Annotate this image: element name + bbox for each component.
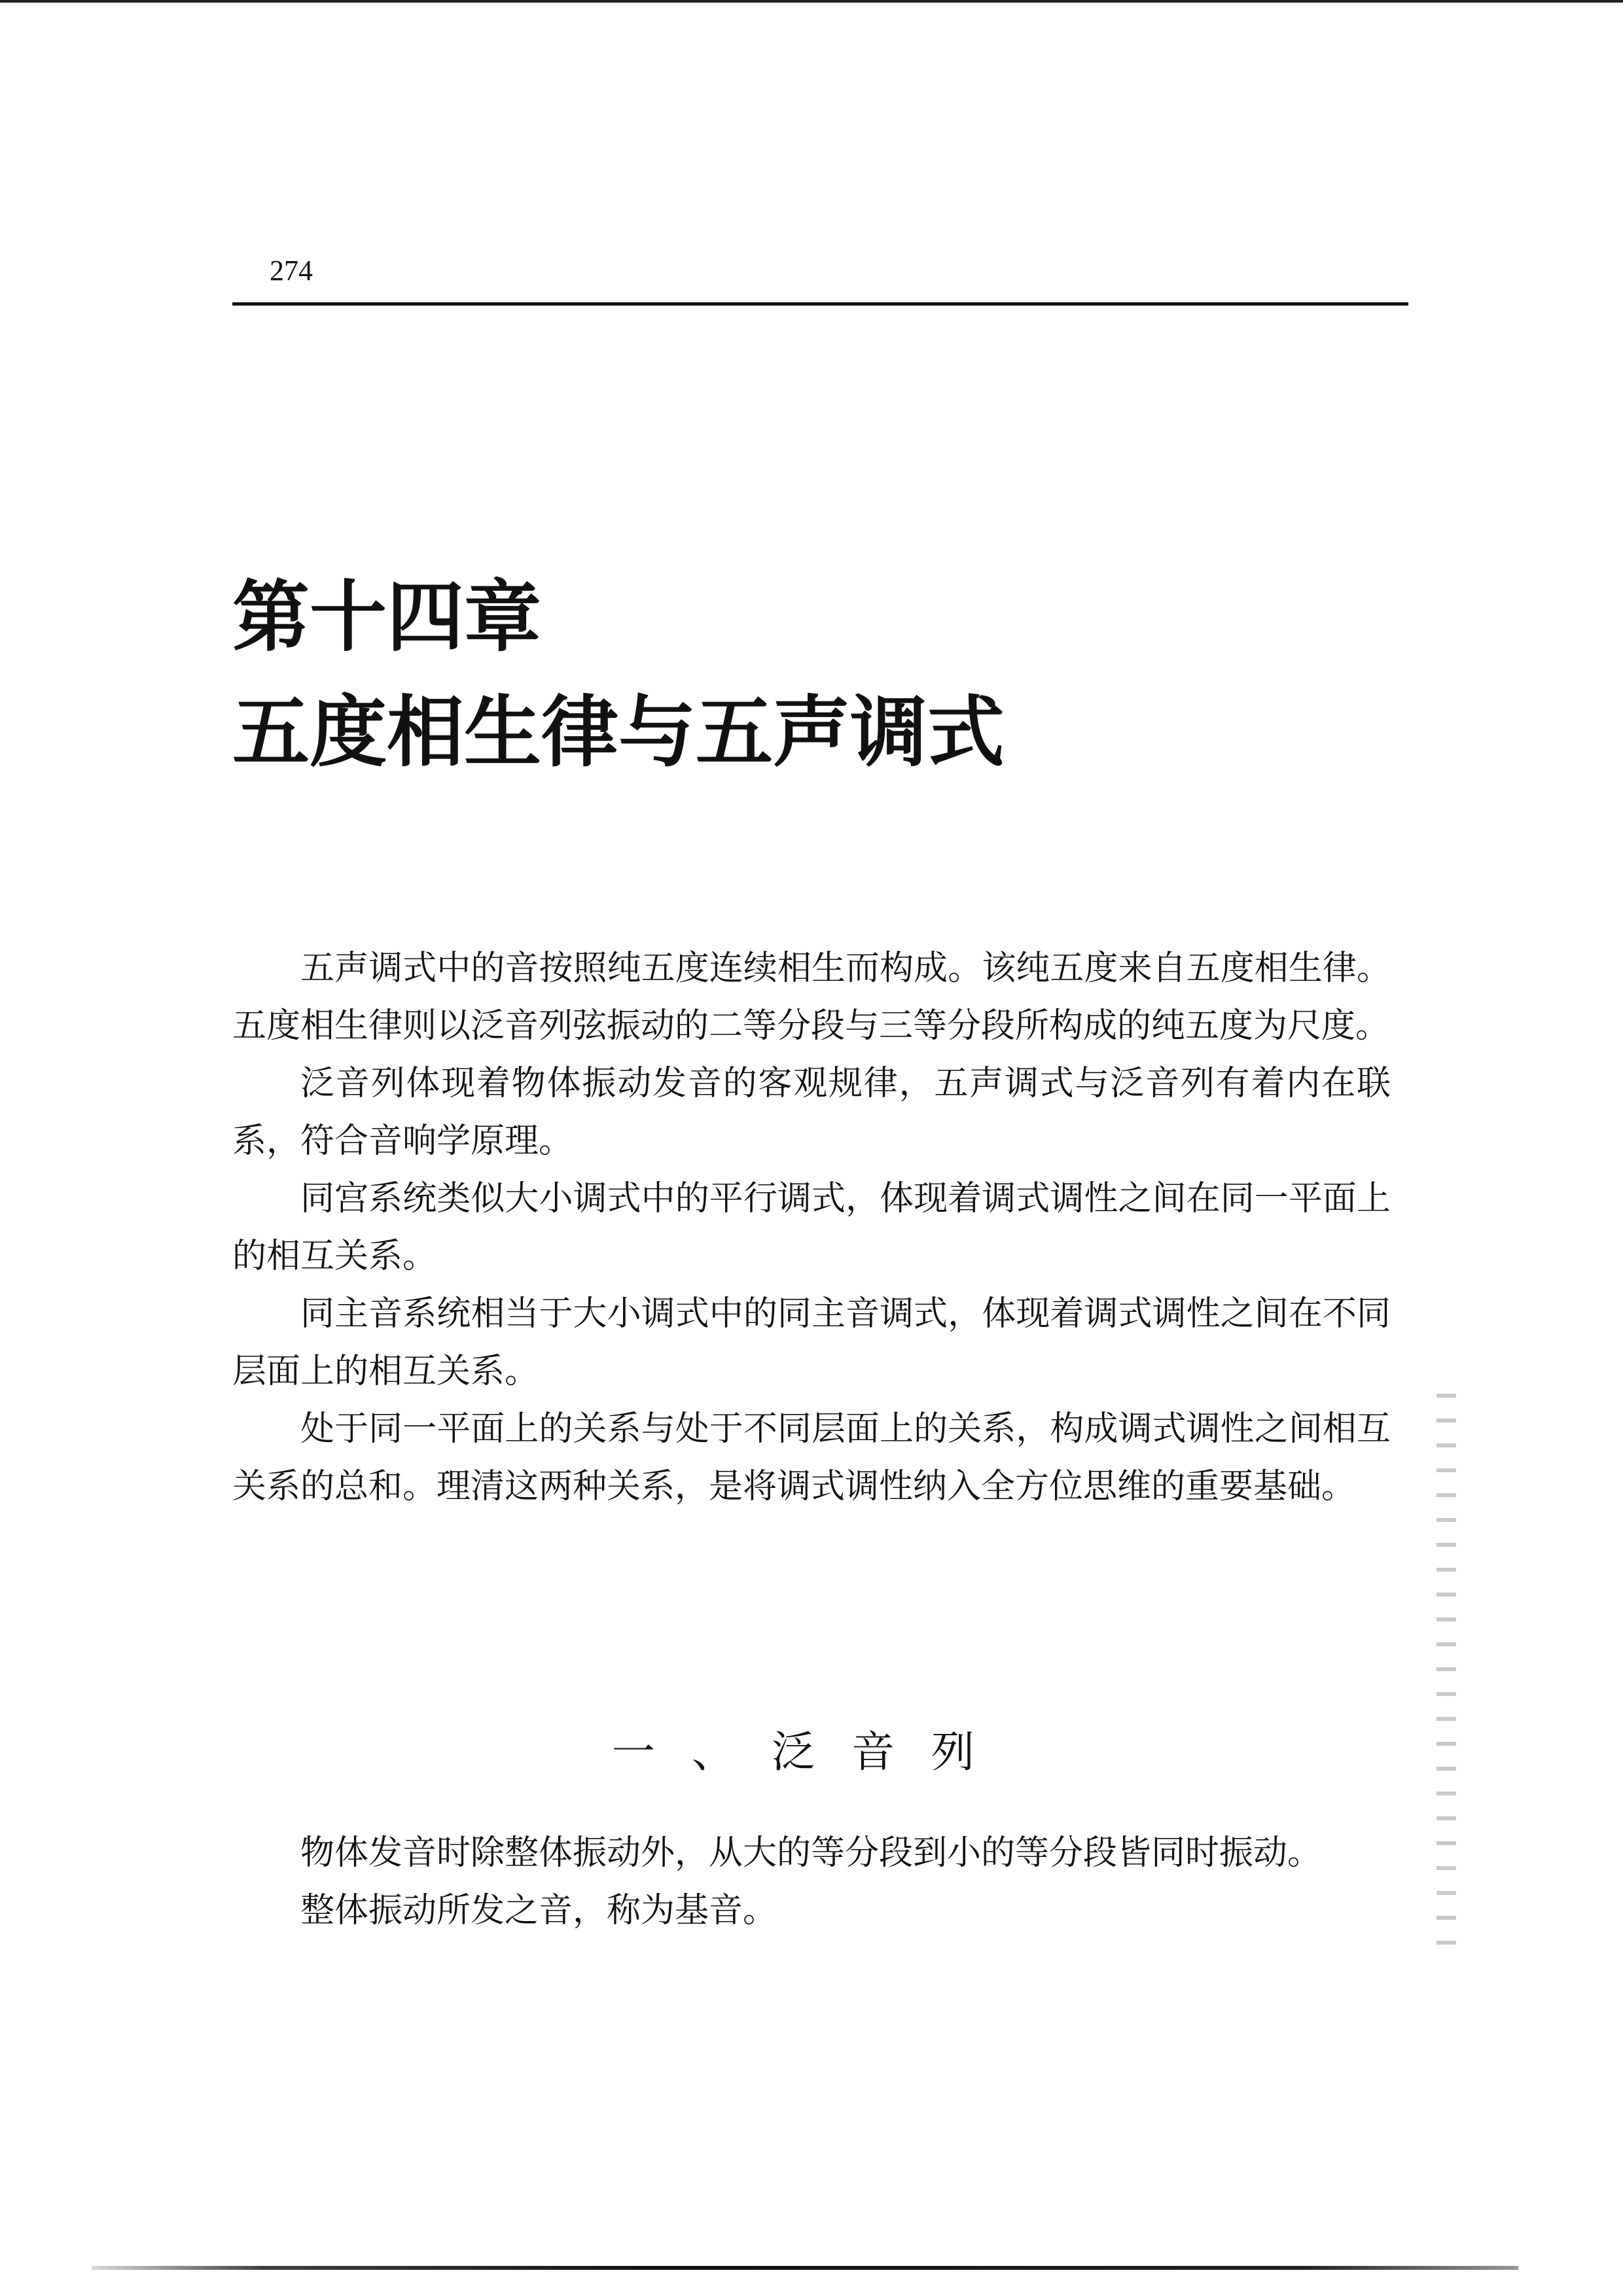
header-rule	[232, 302, 1408, 306]
section-text	[232, 1824, 1391, 1939]
section-heading: 一、泛音列	[612, 1727, 1011, 1777]
intro-text	[232, 940, 1391, 1515]
scan-top-edge	[0, 0, 1623, 3]
chapter-title	[232, 559, 1279, 790]
paragraph: 五声调式中的音按照纯五度连续相生而构成。该纯五度来自五度相生律。五度相生律则以泛音列弦振动的二等分段与三等分段所构成的纯五度为尺度。	[232, 949, 1391, 1046]
paragraph: 处于同一平面上的关系与处于不同层面上的关系，构成调式调性之间相互关系的总和。理清这两种关系，是将调式调性纳入全方位思维的重要基础。	[232, 1409, 1391, 1506]
paragraph: 同主音系统相当于大小调式中的同主音调式，体现着调式调性之间在不同层面上的相互关系。	[232, 1294, 1391, 1391]
scan-bottom-edge	[92, 2266, 1518, 2270]
page-number: 274	[270, 255, 313, 287]
paragraph: 整体振动所发之音，称为基音。	[300, 1891, 777, 1930]
chapter-name: 五度相生律与五声调式	[232, 687, 1005, 777]
paragraph: 物体发音时除整体振动外，从大的等分段到小的等分段皆同时振动。	[300, 1833, 1322, 1873]
paragraph: 同宫系统类似大小调式中的平行调式，体现着调式调性之间在同一平面上的相互关系。	[232, 1179, 1391, 1276]
paragraph: 泛音列体现着物体振动发音的客观规律，五声调式与泛音列有着内在联系，符合音响学原理。	[232, 1064, 1391, 1161]
chapter-label: 第十四章	[232, 572, 542, 662]
scan-noise	[1436, 1394, 1456, 1956]
